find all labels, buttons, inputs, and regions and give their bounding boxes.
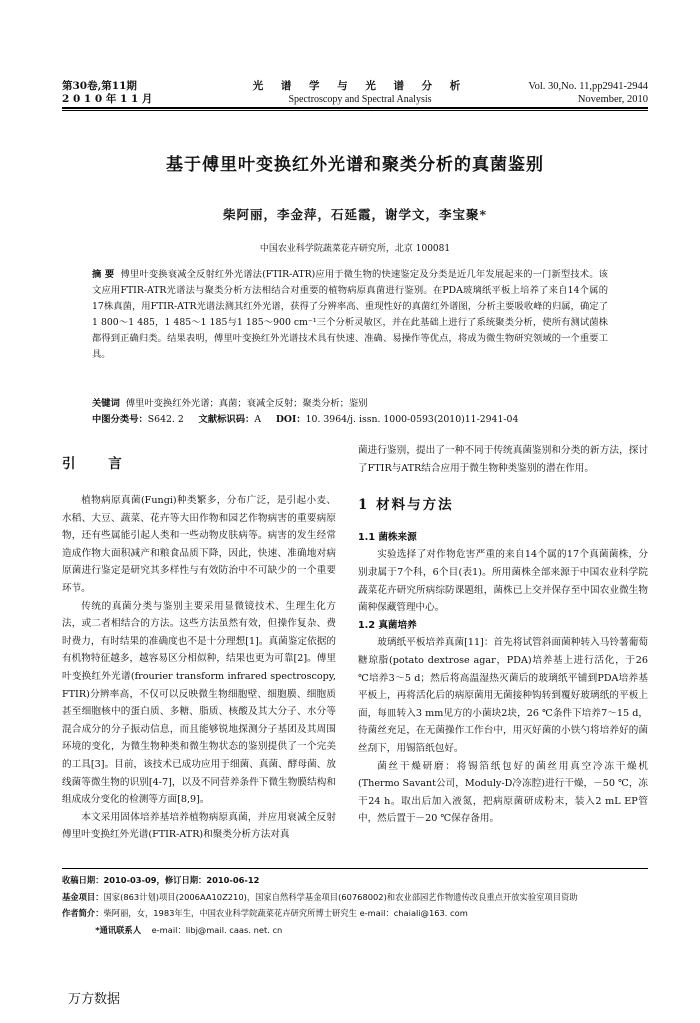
abstract-label: 摘 要: [92, 269, 115, 280]
section12-paragraph: 菌丝干燥研磨：将锡箔纸包好的菌丝用真空冷冻干燥机(Thermo Savant公司，Moduly-D冷冻腔)进行干燥，－50 ℃，冻干24 h。取出后加入液氮，把病原菌研成粉末，装入2 mL EP管中，然后置于－20 ℃保存备用。: [358, 760, 648, 825]
corr-email: e-mail：libj@mail. caas. net. cn: [151, 924, 283, 935]
journal-name-cn: 光 谱 学 与 光 谱 分 析: [252, 80, 468, 92]
keywords-text: 傅里叶变换红外光谱；真菌；衰减全反射；聚类分析；鉴别: [125, 398, 368, 409]
intro-paragraph-continued: 菌进行鉴别，提出了一种不同于传统真菌鉴别和分类的新方法，探讨了FTIR与ATR结合应用于微生物种类鉴别的潜在作用。: [358, 445, 648, 474]
keywords-block: [92, 396, 612, 428]
fund-text: 国家(863计划)项目(2006AA10Z210)，国家自然科学基金项目(60768002)和农业部园艺作物遗传改良重点开放实验室项目资助: [103, 891, 578, 902]
keywords-label: 关键词: [92, 398, 120, 409]
abstract: [92, 267, 608, 363]
affiliation: 中国农业科学院蔬菜花卉研究所，北京 100081: [259, 244, 451, 254]
journal-name-en: Spectroscopy and Spectral Analysis: [288, 94, 432, 105]
intro-paragraph: 植物病原真菌(Fungi)种类繁多，分布广泛，是引起小麦、水稻、大豆、蔬菜、花卉等大田作物和园艺作物病害的重要病原物，还有些属能引起人类和一些动物皮肤病等。病害的发生经常造成作物大面积减产和粮食品质下降，因此，快速、准确地对病原菌进行鉴定是研究其多样性与有效防治中不可缺少的一个重要环节。: [62, 495, 336, 594]
volume-issue: [62, 80, 152, 106]
footnote-rule: [62, 868, 648, 869]
doc-code-value: A: [254, 414, 262, 425]
date-en: November, 2010: [577, 94, 648, 105]
volume-cn: 第30卷,第11期: [62, 80, 137, 92]
journal-name: [240, 80, 480, 106]
clc-label: 中图分类号：: [92, 414, 148, 425]
bio-text: 柴阿丽，女，1983年生，中国农业科学院蔬菜花卉研究所博士研究生 e-mail：chaiali@163. com: [103, 908, 468, 918]
section12-paragraph: 玻璃纸平板培养真菌[11]：首先将试管斜面菌种转入马铃薯葡萄糖琼脂(potato dextrose agar，PDA)培养基上进行活化，于26 ℃培养3～5 d；然后将高温湿热灭菌后的玻璃纸平铺到PDA培养基平板上，再将活化后的病原菌用无菌接种钩转到覆好玻璃纸的平板上面，每皿转入3 mm见方的小菌块2块，26 ℃条件下培养7～15 d，待菌丝充足，在无菌操作工作台中，用灭好菌的小铁勺将培养好的菌丝刮下，用锡箔纸包好。: [358, 637, 648, 754]
volume-en: Vol. 30,No. 11,pp2941-2944: [528, 81, 648, 92]
intro-heading: 引 言: [62, 456, 136, 472]
header-rule-thin: [62, 110, 648, 111]
intro-body: [62, 492, 336, 844]
section11-text: 实验选择了对作物危害严重的来自14个属的17个真菌菌株，分别隶属于7个科，6个目(表1)。所用菌株全部来源于中国农业科学院蔬菜花卉研究所病综防课题组，菌株已上交并保存至中国农业微生物菌种保藏管理中心。: [358, 549, 648, 614]
doi-label: DOI：: [275, 414, 306, 425]
paper-title: 基于傅里叶变换红外光谱和聚类分析的真菌鉴别: [166, 155, 544, 175]
doi-value: 10. 3964/j. issn. 1000-0593(2010)11-2941-04: [305, 414, 519, 425]
clc-value: S642. 2: [147, 414, 184, 425]
footnotes: [62, 872, 652, 938]
fund-label: 基金项目：: [62, 891, 104, 902]
intro-paragraph: 本文采用固体培养基培养植物病原真菌，并应用衰减全反射傅里叶变换红外光谱(FTIR-ATR)和聚类分析方法对真: [62, 811, 336, 841]
corr-label: *通讯联系人: [95, 924, 142, 935]
right-column: [358, 442, 648, 828]
abstract-text: 傅里叶变换衰减全反射红外光谱法(FTIR-ATR)应用于微生物的快速鉴定及分类是近几年发展起来的一门新型技术。该文应用FTIR-ATR光谱法与聚类分析方法相结合对重要的植物病原真菌进行鉴别。在PDA玻璃纸平板上培养了来自14个属的17株真菌，用FTIR-ATR光谱法测其红外光谱，获得了分辨率高、重现性好的真菌红外谱图，分析主要吸收峰的归属，确定了1 800～1 485，1 485～1 185与1 185～900 cm⁻¹三个分析灵敏区，并在此基础上进行了系统聚类分析，使所有测试菌株都得到正确归类。结果表明，傅里叶变换红外光谱技术具有快速、准确、易操作等优点，将成为微生物研究领域的一个重要工具。: [92, 269, 608, 360]
authors: 柴阿丽，李金萍，石延霞，谢学文，李宝聚*: [222, 207, 488, 222]
doc-code-label: 文献标识码：: [198, 414, 255, 425]
date-cn: 2 0 1 0 年 1 1 月: [62, 93, 153, 105]
header-rule: [62, 107, 648, 109]
bio-label: 作者简介：: [62, 908, 104, 918]
section11-heading: 1.1 菌株来源: [358, 531, 417, 543]
intro-paragraph: 传统的真菌分类与鉴别主要采用显微镜技术、生理生化方法，或二者相结合的方法。这些方法虽然有效，但操作复杂、费时费力，有时结果的准确度也不是十分理想[1]。真菌鉴定依据的有机物特征越多，越容易区分相似种，结果也更为可靠[2]。傅里叶变换红外光谱(frourier transform infrared spectroscopy, FTIR)分辨率高，不仅可以反映微生物细胞壁、细胞膜、细胞质甚至细胞核中的蛋白质、多糖、脂质、核酸及其大分子、水分等混合成分的分子振动信息，而且能够锐地探测分子基团及其周围环境的变化，为微生物种类和微生物状态的鉴别提供了一个完美的工具[3]。目前，该技术已成功应用于细菌、真菌、酵母菌、放线菌等微生物的识别[4-7]，以及不同营养条件下微生物膜结构和组成成分变化的检测等方面[8,9]。: [62, 600, 336, 806]
intro-heading-wrap: [62, 456, 336, 474]
wanfang-watermark: 万方数据: [68, 992, 121, 1007]
volume-en-block: [528, 80, 648, 106]
received-dates: 收稿日期：2010-03-09，修订日期：2010-06-12: [62, 875, 260, 885]
section1-heading: 1 材料与方法: [358, 497, 454, 514]
section12-heading: 1.2 真菌培养: [358, 619, 417, 631]
